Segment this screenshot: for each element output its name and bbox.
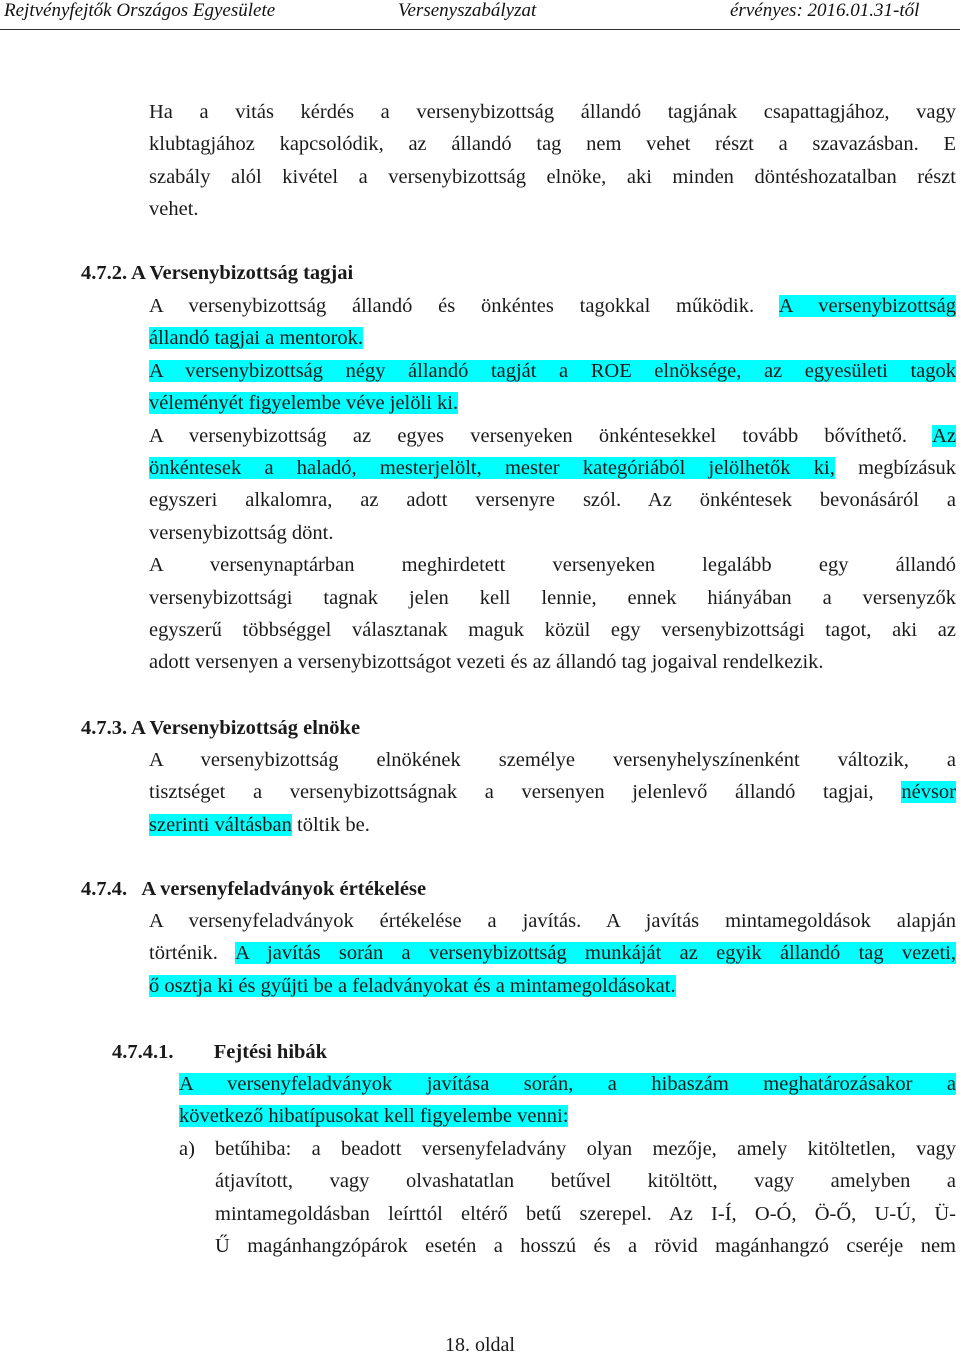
header-organization: Rejtvényfejtők Országos Egyesülete [4,0,276,21]
highlighted-text: szerinti váltásban [149,813,292,836]
highlighted-text: A versenybizottság [778,295,956,317]
highlighted-text: névsor [901,781,957,804]
paragraph-line: egyszerű többséggel választanak maguk közül egy versenybizottsági tagot, aki az [149,619,956,642]
text-run: történik. [149,942,218,965]
intro-line: klubtagjához kapcsolódik, az állandó tag nem vehet részt a szavazásban. E [149,133,956,156]
paragraph-line [149,776,956,808]
paragraph-line: versenybizottsági tagnak jelen kell lennie, ennek hiányában a versenyzők [149,586,956,609]
paragraph-line [149,937,956,969]
intro-line: szabály alól kivétel a versenybizottság elnöke, aki minden döntéshozatalban részt [149,165,956,188]
header-document-title: Versenyszabályzat [398,0,537,21]
list-item-line: betűhiba: a beadott versenyfeladvány olyan mezője, amely kitöltetlen, vagy [215,1138,956,1160]
list-item-line: mintamegoldásban leírttól eltérő betű szerepel. Az I-Í, O-Ó, Ö-Ő, U-Ú, Ü- [215,1202,956,1225]
paragraph-line [149,355,956,387]
paragraph-line: egyszeri alkalomra, az adott versenyre szól. Az önkéntesek bevonásáról a [149,489,956,512]
paragraph-line [149,970,956,1002]
header-divider [0,29,960,30]
section-title: A versenyfeladványok értékelése [141,878,427,900]
paragraph-line [149,290,956,322]
highlighted-text: véleményét figyelembe véve jelöli ki. [149,392,459,415]
page-number: 18. oldal [445,1334,515,1356]
paragraph-line [149,420,956,452]
list-item-label: a) [179,1138,195,1160]
paragraph-line: A versenyfeladványok értékelése a javítás. A javítás mintamegoldások alapján [149,910,956,932]
paragraph-line: A versenynaptárban meghirdetett versenyeken legalább egy állandó [149,554,956,577]
header-validity: érvényes: 2016.01.31-től [730,0,920,21]
intro-paragraph [149,96,956,226]
text-run: A versenybizottság az egyes versenyeken önkéntesekkel tovább bővíthető. [149,424,907,447]
section-4-7-4-heading [81,873,426,905]
section-4-7-4-body [149,905,956,1002]
paragraph-line [149,322,956,354]
list-item [215,1133,956,1263]
section-4-7-2-body [149,290,956,679]
section-4-7-4-1-body [179,1068,956,1133]
paragraph-line [179,1068,956,1100]
section-title: A Versenybizottság tagjai [131,262,354,284]
paragraph-line [149,387,956,419]
section-number: 4.7.2. [81,262,128,284]
highlighted-text: következő hibatípusokat kell figyelembe venni: [179,1105,569,1128]
paragraph-line [149,452,956,484]
text-run: megbízásuk [858,457,957,480]
intro-line: vehet. [149,198,199,221]
highlighted-text: A versenyfeladványok javítása során, a hibaszám meghatározásakor a [179,1073,956,1095]
page-header [0,0,960,26]
section-number: 4.7.3. [81,717,128,739]
text-run: tisztséget a versenybizottságnak a versenyen jelenlevő állandó tagjai, [149,781,874,804]
text-run: töltik be. [297,813,370,836]
highlighted-text: Az [932,424,956,447]
text-run: A versenybizottság állandó és önkéntes tagokkal működik. [149,295,755,317]
section-4-7-3-body [149,744,956,841]
intro-line: Ha a vitás kérdés a versenybizottság állandó tagjának csapattagjához, vagy [149,101,956,123]
highlighted-text: A javítás során a versenybizottság munkáját az egyik állandó tag vezeti, [235,942,956,965]
section-number: 4.7.4.1. [112,1041,174,1063]
highlighted-text: önkéntesek a haladó, mesterjelölt, mester kategóriából jelölhetők ki, [149,457,835,480]
highlighted-text: állandó tagjai a mentorok. [149,327,364,350]
paragraph-line: A versenybizottság elnökének személye versenyhelyszínenként változik, a [149,749,956,771]
section-title: Fejtési hibák [213,1041,328,1063]
section-number: 4.7.4. [81,878,128,900]
highlighted-text: A versenybizottság négy állandó tagját a ROE elnöksége, az egyesületi tagok [149,359,956,382]
list-item-line: átjavított, vagy olvashatatlan betűvel kitöltött, vagy amelyben a [215,1170,956,1193]
section-4-7-3-heading [81,712,360,744]
paragraph-line: versenybizottság dönt. [149,521,334,544]
section-title: A Versenybizottság elnöke [131,717,361,739]
section-4-7-4-1-heading [112,1036,327,1068]
paragraph-line: adott versenyen a versenybizottságot vezeti és az állandó tag jogaival rendelkezik. [149,651,824,674]
paragraph-line [179,1100,956,1132]
highlighted-text: ő osztja ki és gyűjti be a feladványokat és a mintamegoldásokat. [149,974,676,997]
list-item-line: Ű magánhangzópárok esetén a hosszú és a rövid magánhangzó cseréje nem [215,1235,956,1258]
section-4-7-2-heading [81,257,353,289]
paragraph-line [149,809,956,841]
